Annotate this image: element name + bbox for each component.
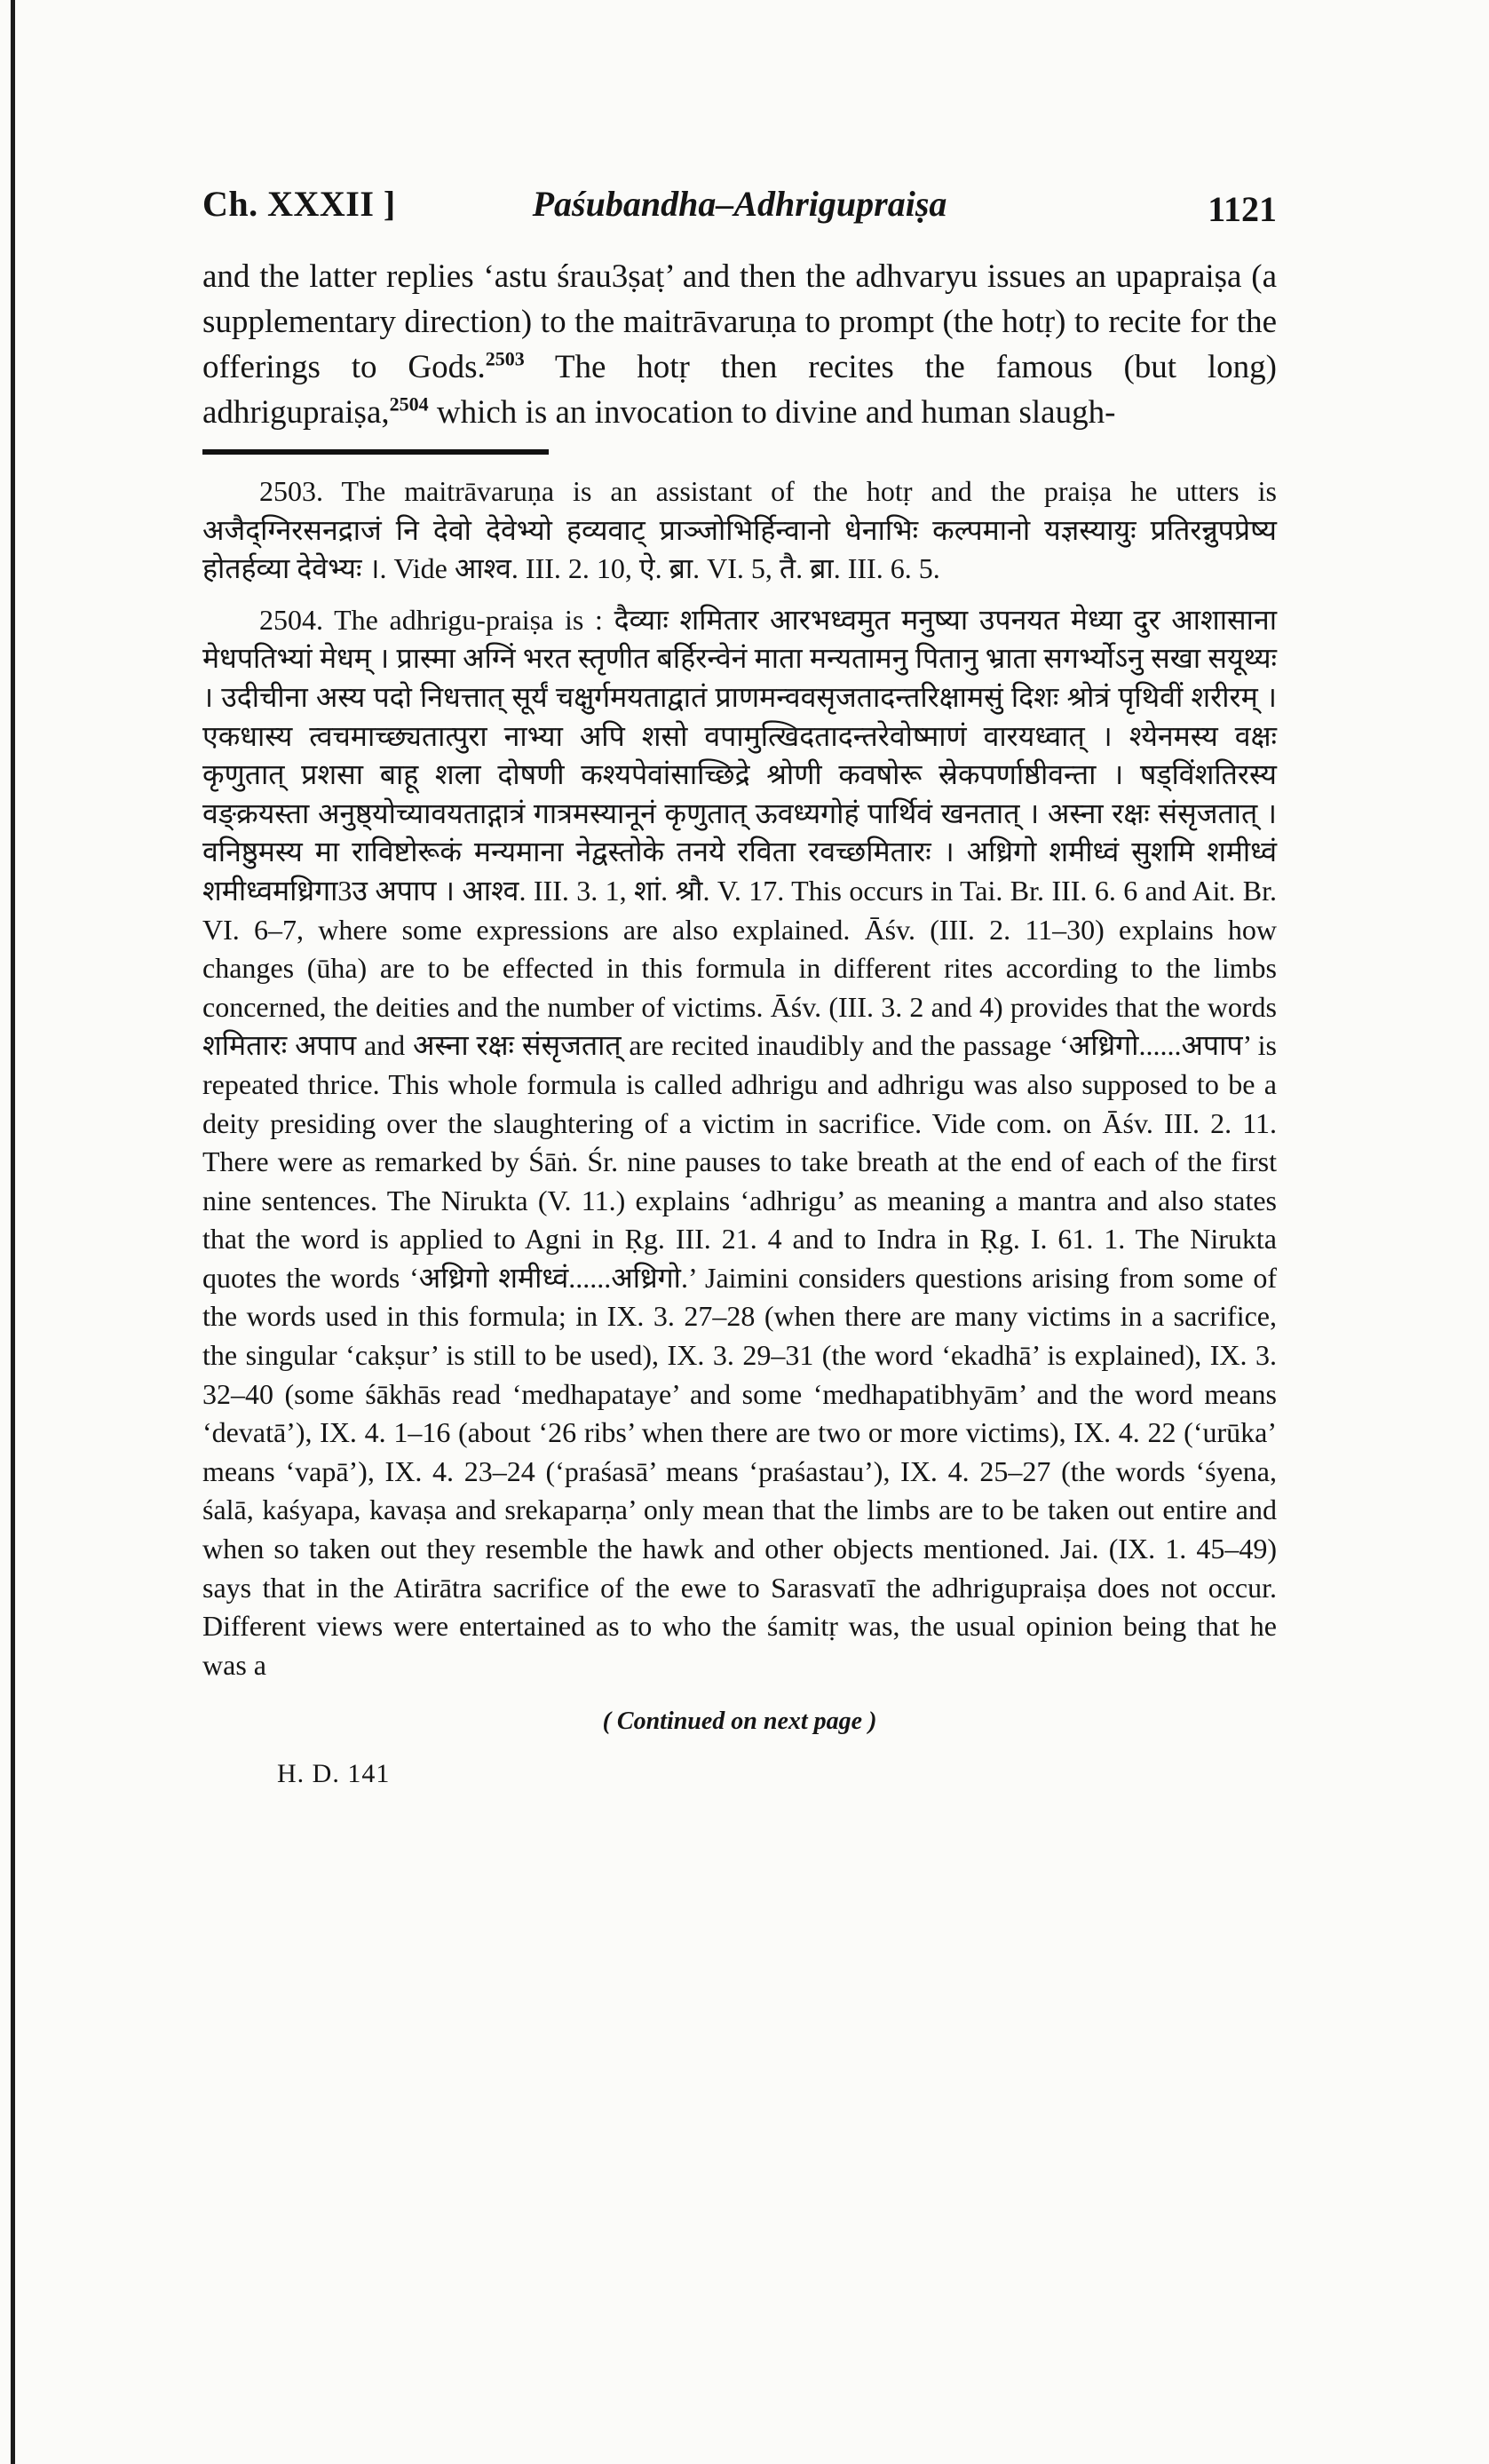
page-number: 1121 <box>1208 189 1277 229</box>
running-head <box>202 178 1277 231</box>
chapter-label: Ch. XXXII ] <box>202 184 396 224</box>
footnote-separator-rule <box>202 449 549 455</box>
continued-note: ( Continued on next page ) <box>602 1707 877 1736</box>
main-paragraph <box>202 254 1277 435</box>
page-spine-line <box>11 0 15 2464</box>
main-text-part-1: and the latter replies ‘astu śrau3ṣaṭ’ and then the adhvaryu issues an upapraiṣa (a supplementary direction) to the maitrāvaruṇa to prompt (the hotṛ) to recite for the offerings to Gods. <box>202 258 1277 385</box>
footnote-2504: 2504. The adhrigu-praiṣa is : दैव्याः शमितार आरभध्वमुत मनुष्या उपनयत मेध्या दुर आशासाना मेधपतिभ्यां मेधम् । प्रास्मा अग्निं भरत स्तृणीत बर्हिरन्वेनं माता मन्यतामनु पितानु भ्राता सगर्भ्योऽनु सखा सयूथ्यः । उदीचीना अस्य पदो निधत्तात् सूर्यं चक्षुर्गमयताद्वातं प्राणमन्ववसृजतादन्तरिक्षामसुं दिशः श्रोत्रं पृथिवीं शरीरम् । एकधास्य त्वचमाच्छ्यतात्पुरा नाभ्या अपि शसो वपामुत्खिदतादन्तरेवोष्माणं वारयध्वात् । श्येनमस्य वक्षः कृणुतात् प्रशसा बाहू शला दोषणी कश्यपेवांसाच्छिद्रे श्रोणी कवषोरू स्रेकपर्णाष्ठीवन्ता । षड्विंशतिरस्य वङ्क्रयस्ता अनुष्ठ्योच्यावयताद्गात्रं गात्रमस्यानूनं कृणुतात् ऊवध्यगोहं पार्थिवं खनतात् । अस्ना रक्षः संसृजतात् । वनिष्ठुमस्य मा राविष्टोरूकं मन्यमाना नेद्वस्तोके तनये रविता रवच्छमितारः । अध्रिगो शमीध्वं सुशमि शमीध्वं शमीध्वमध्रिगा3उ अपाप । आश्व. III. 3. 1, शां. श्रौ. V. 17. This occurs in Tai. Br. III. 6. 6 and Ait. Br. VI. 6–7, where some expressions are also explained. Āśv. (III. 2. 11–30) explains how changes (ūha) are to be effected in this formula in different rites according to the limbs concerned, the deities and the number of victims. Āśv. (III. 3. 2 and 4) provides that the words शमितारः अपाप and अस्ना रक्षः संसृजतात् are recited inaudibly and the passage ‘अध्रिगो......अपाप’ is repeated thrice. This whole formula is called adhrigu and adhrigu was also supposed to be a deity presiding over the slaughtering of a victim in sacrifice. Vide com. on Āśv. III. 2. 11. There were as remarked by Śāṅ. Śr. nine pauses to take breath at the end of each of the first nine sentences. The Nirukta (V. 11.) explains ‘adhrigu’ as meaning a mantra and also states that the word is applied to Agni in Ṛg. III. 21. 4 and to Indra in Ṛg. I. 61. 1. The Nirukta quotes the words ‘अध्रिगो शमीध्वं......अध्रिगो.’ Jaimini considers questions arising from some of the words used in this formula; in IX. 3. 27–28 (when there are many victims in a sacrifice, the singular ‘cakṣur’ is still to be used), IX. 3. 29–31 (the word ‘ekadhā’ is explained), IX. 3. 32–40 (some śākhās read ‘medhapataye’ and some ‘medhapatibhyām’ and the word means ‘devatā’), IX. 4. 1–16 (about ‘26 ribs’ when there are two or more victims), IX. 4. 22 (‘urūka’ means ‘vapā’), IX. 4. 23–24 (‘praśasā’ means ‘praśastau’), IX. 4. 25–27 (the words ‘śyena, śalā, kaśyapa, kavaṣa and srekaparṇa’ only mean that the limbs are to be taken out entire and when so taken out they resemble the hawk and other objects mentioned. Jai. (IX. 1. 45–49) says that in the Atirātra sacrifice of the ewe to Sarasvatī the adhrigupraiṣa does not occur. Different views were entertained as to who the śamitṛ was, the usual opinion being that he was a <box>202 603 1277 1681</box>
signature-mark: H. D. 141 <box>277 1759 391 1789</box>
footnote-2503: 2503. The maitrāvaruṇa is an assistant of the hotṛ and the praiṣa he utters is अजैद्ग्निरसनद्राजं नि देवो देवेभ्यो हव्यवाट् प्राञ्जोभिर्हिन्वानो धेनाभिः कल्पमानो यज्ञस्यायुः प्रतिरन्नुपप्रेष्य होतर्हव्या देवेभ्यः ।. Vide आश्व. III. 2. 10, ऐ. ब्रा. VI. 5, तै. ब्रा. III. 6. 5. <box>202 475 1277 585</box>
book-page <box>202 178 1277 1789</box>
main-text-part-3: which is an invocation to divine and human slaugh- <box>428 394 1116 431</box>
footnote-ref-2503: 2503 <box>485 347 525 370</box>
main-text-part-2: The hotṛ then recites the famous (but long) adhrigupraiṣa, <box>202 349 1277 431</box>
footnote-ref-2504: 2504 <box>389 392 429 416</box>
running-title: Paśubandha–Adhrigupraiṣa <box>532 184 947 224</box>
